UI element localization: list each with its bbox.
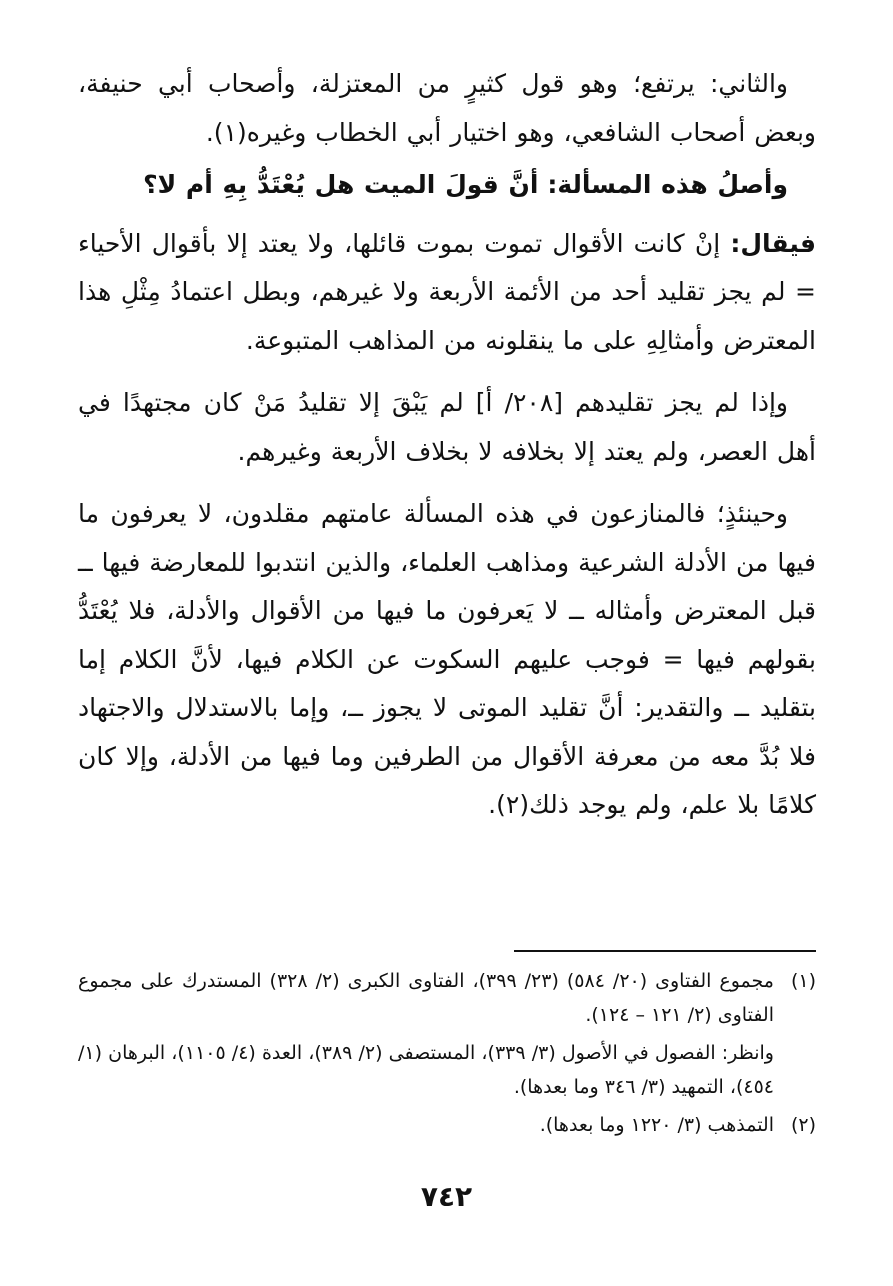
paragraph-3-lead: فيقال: <box>730 228 817 258</box>
page-number: ٧٤٢ <box>420 1180 473 1213</box>
footnote-text: وانظر: الفصول في الأصول (٣/ ٣٣٩)، المستصفى (٢/ ٣٨٩)، العدة (٤/ ١١٠٥)، البرهان (١/ ٤٥٤)، التمهيد (٣/ ٣٤٦ وما بعدها). <box>78 1042 774 1098</box>
paragraph-3 <box>78 220 816 366</box>
paragraph-2-heading: وأصلُ هذه المسألة: <box>547 170 788 199</box>
footnote-text: مجموع الفتاوى (٢٠/ ٥٨٤) (٢٣/ ٣٩٩)، الفتاوى الكبرى (٢/ ٣٢٨) المستدرك على مجموع الفتاوى (٢/ ١٢١ – ١٢٤). <box>78 970 774 1026</box>
footnote-2 <box>78 1108 816 1142</box>
paragraph-1-text: والثاني: يرتفع؛ وهو قول كثيرٍ من المعتزلة، وأصحاب أبي حنيفة، وبعض أصحاب الشافعي، وهو اختيار أبي الخطاب وغيره(١). <box>78 69 816 147</box>
footnote-1 <box>78 964 816 1032</box>
paragraph-1 <box>78 60 816 157</box>
footnote-number: (٢) <box>790 1114 816 1136</box>
footnote-text: التمذهب (٣/ ١٢٢٠ وما بعدها). <box>539 1114 774 1136</box>
paragraph-2 <box>78 161 816 210</box>
paragraph-5 <box>78 490 816 830</box>
footnote-1-continued <box>78 1036 816 1104</box>
paragraph-4-text: وإذا لم يجز تقليدهم [٢٠٨/ أ] لم يَبْقَ إلا تقليدُ مَنْ كان مجتهدًا في أهل العصر، ولم يعتد إلا بخلافه لا بخلاف الأربعة وغيرهم. <box>78 388 816 466</box>
footnote-list <box>78 964 816 1146</box>
footnote-number: (١) <box>790 970 816 992</box>
paragraph-4 <box>78 379 816 476</box>
page-body <box>78 60 816 844</box>
paragraph-5-text: وحينئذٍ؛ فالمنازعون في هذه المسألة عامتهم مقلدون، لا يعرفون ما فيها من الأدلة الشرعية ومذاهب العلماء، والذين انتدبوا للمعارضة فيها ــ قبل المعترض وأمثاله ــ لا يَعرفون ما فيها من الأقوال والأدلة، فلا يُعْتَدُّ بقولهم فيها = فوجب عليهم السكوت عن الكلام فيها، لأنَّ الكلام إما بتقليد ــ والتقدير: أنَّ تقليد الموتى لا يجوز ــ، وإما بالاستدلال والاجتهاد فلا بُدَّ معه من معرفة الأقوال من الطرفين وما فيها من الأدلة، وإلا كان كلامًا بلا علم، ولم يوجد ذلك(٢). <box>78 499 816 819</box>
paragraph-3-text: إنْ كانت الأقوال تموت بموت قائلها، ولا يعتد إلا بأقوال الأحياء = لم يجز تقليد أحد من الأئمة الأربعة ولا غيرهم، وبطل اعتمادُ مِثْلِ هذا المعترض وأمثالِهِ على ما ينقلونه من المذاهب المتبوعة. <box>78 228 816 355</box>
paragraph-2-question: أنَّ قولَ الميت هل يُعْتَدُّ بِهِ أم لا؟ <box>143 170 539 199</box>
footnote-divider <box>514 950 816 952</box>
